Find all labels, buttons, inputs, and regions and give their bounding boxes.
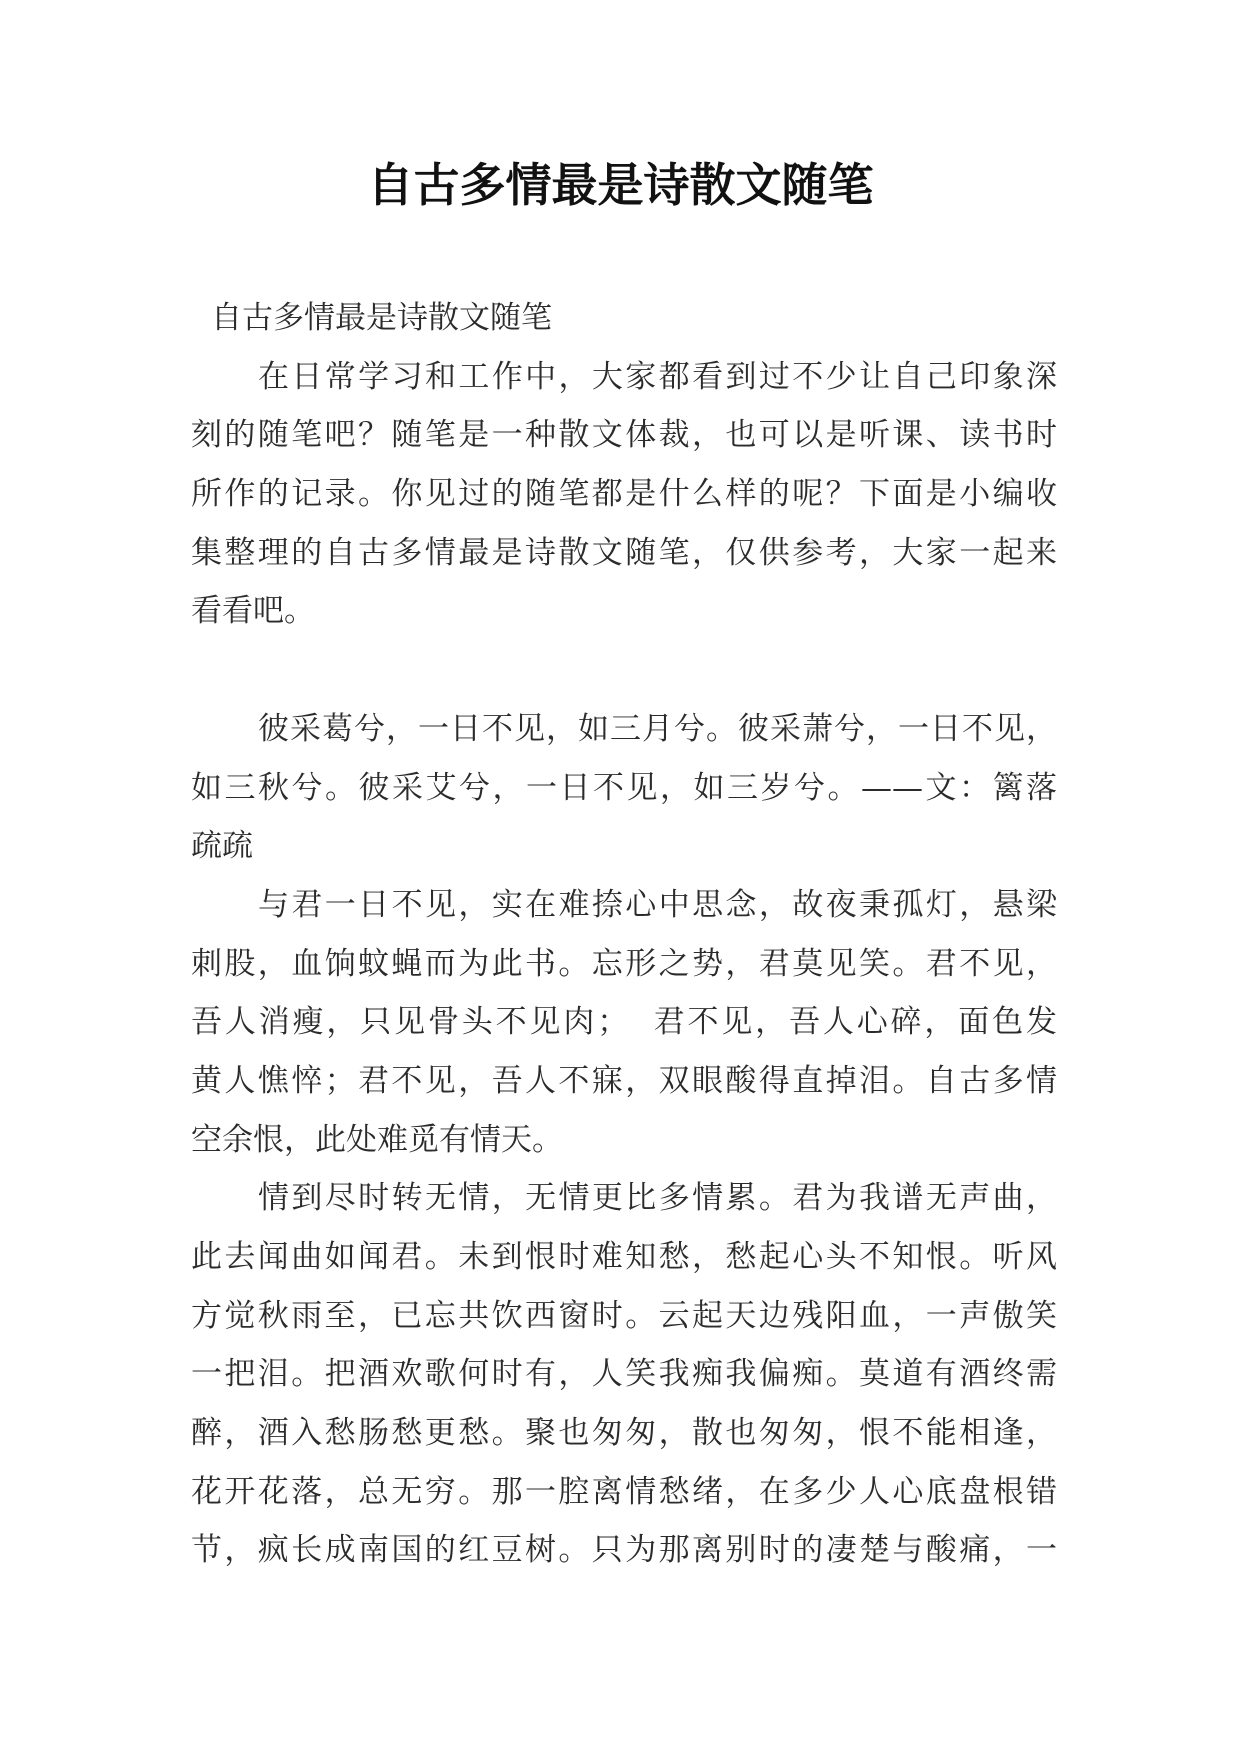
paragraph-line: 空余恨，此处难觅有情天。 xyxy=(191,1121,563,1158)
paragraph-line: 在日常学习和工作中，大家都看到过不少让自己印象深 xyxy=(258,358,1057,395)
paragraph-body-1 xyxy=(191,876,1057,1169)
paragraph-line: 刻的随笔吧？随笔是一种散文体裁，也可以是听课、读书时 xyxy=(191,417,1057,454)
paragraph-line: 情到尽时转无情，无情更比多情累。君为我谱无声曲， xyxy=(258,1180,1057,1217)
paragraph-line: 与君一日不见，实在难捺心中思念，故夜秉孤灯，悬梁 xyxy=(258,886,1057,923)
paragraph-line: 疏疏 xyxy=(191,828,253,865)
paragraph-intro xyxy=(191,348,1057,641)
paragraph-line: 黄人憔悴；君不见，吾人不寐，双眼酸得直掉泪。自古多情 xyxy=(191,1062,1057,1099)
paragraph-line: 集整理的自古多情最是诗散文随笔，仅供参考，大家一起来 xyxy=(191,534,1057,571)
document-title: 自古多情最是诗散文随笔 xyxy=(367,158,874,212)
paragraph-line: 醉，酒入愁肠愁更愁。聚也匆匆，散也匆匆，恨不能相逢， xyxy=(191,1415,1057,1452)
paragraph-poem xyxy=(191,700,1057,876)
paragraph-line: 方觉秋雨至，已忘共饮西窗时。云起天边残阳血，一声傲笑 xyxy=(191,1297,1057,1334)
document-body xyxy=(191,289,1057,1580)
paragraph-line: 所作的记录。你见过的随笔都是什么样的呢？下面是小编收 xyxy=(191,476,1057,513)
paragraph-line: 一把泪。把酒欢歌何时有，人笑我痴我偏痴。莫道有酒终需 xyxy=(191,1356,1057,1393)
paragraph-body-2 xyxy=(191,1169,1057,1580)
paragraph-line: 吾人消瘦，只见骨头不见肉； 君不见，吾人心碎，面色发 xyxy=(191,1004,1057,1041)
paragraph-line: 花开花落，总无穷。那一腔离情愁绪，在多少人心底盘根错 xyxy=(191,1473,1057,1510)
paragraph-line: 看看吧。 xyxy=(191,593,315,630)
paragraph-line: 节，疯长成南国的红豆树。只为那离别时的凄楚与酸痛，一 xyxy=(191,1532,1057,1569)
paragraph-line: 彼采葛兮，一日不见，如三月兮。彼采萧兮，一日不见， xyxy=(258,710,1057,747)
paragraph-line: 如三秋兮。彼采艾兮，一日不见，如三岁兮。——文：篱落 xyxy=(191,769,1057,806)
paragraph-line: 此去闻曲如闻君。未到恨时难知愁，愁起心头不知恨。听风 xyxy=(191,1239,1057,1275)
document-subtitle: 自古多情最是诗散文随笔 xyxy=(211,300,552,336)
paragraph-line: 刺股，血饷蚊蝇而为此书。忘形之势，君莫见笑。君不见， xyxy=(191,945,1057,982)
